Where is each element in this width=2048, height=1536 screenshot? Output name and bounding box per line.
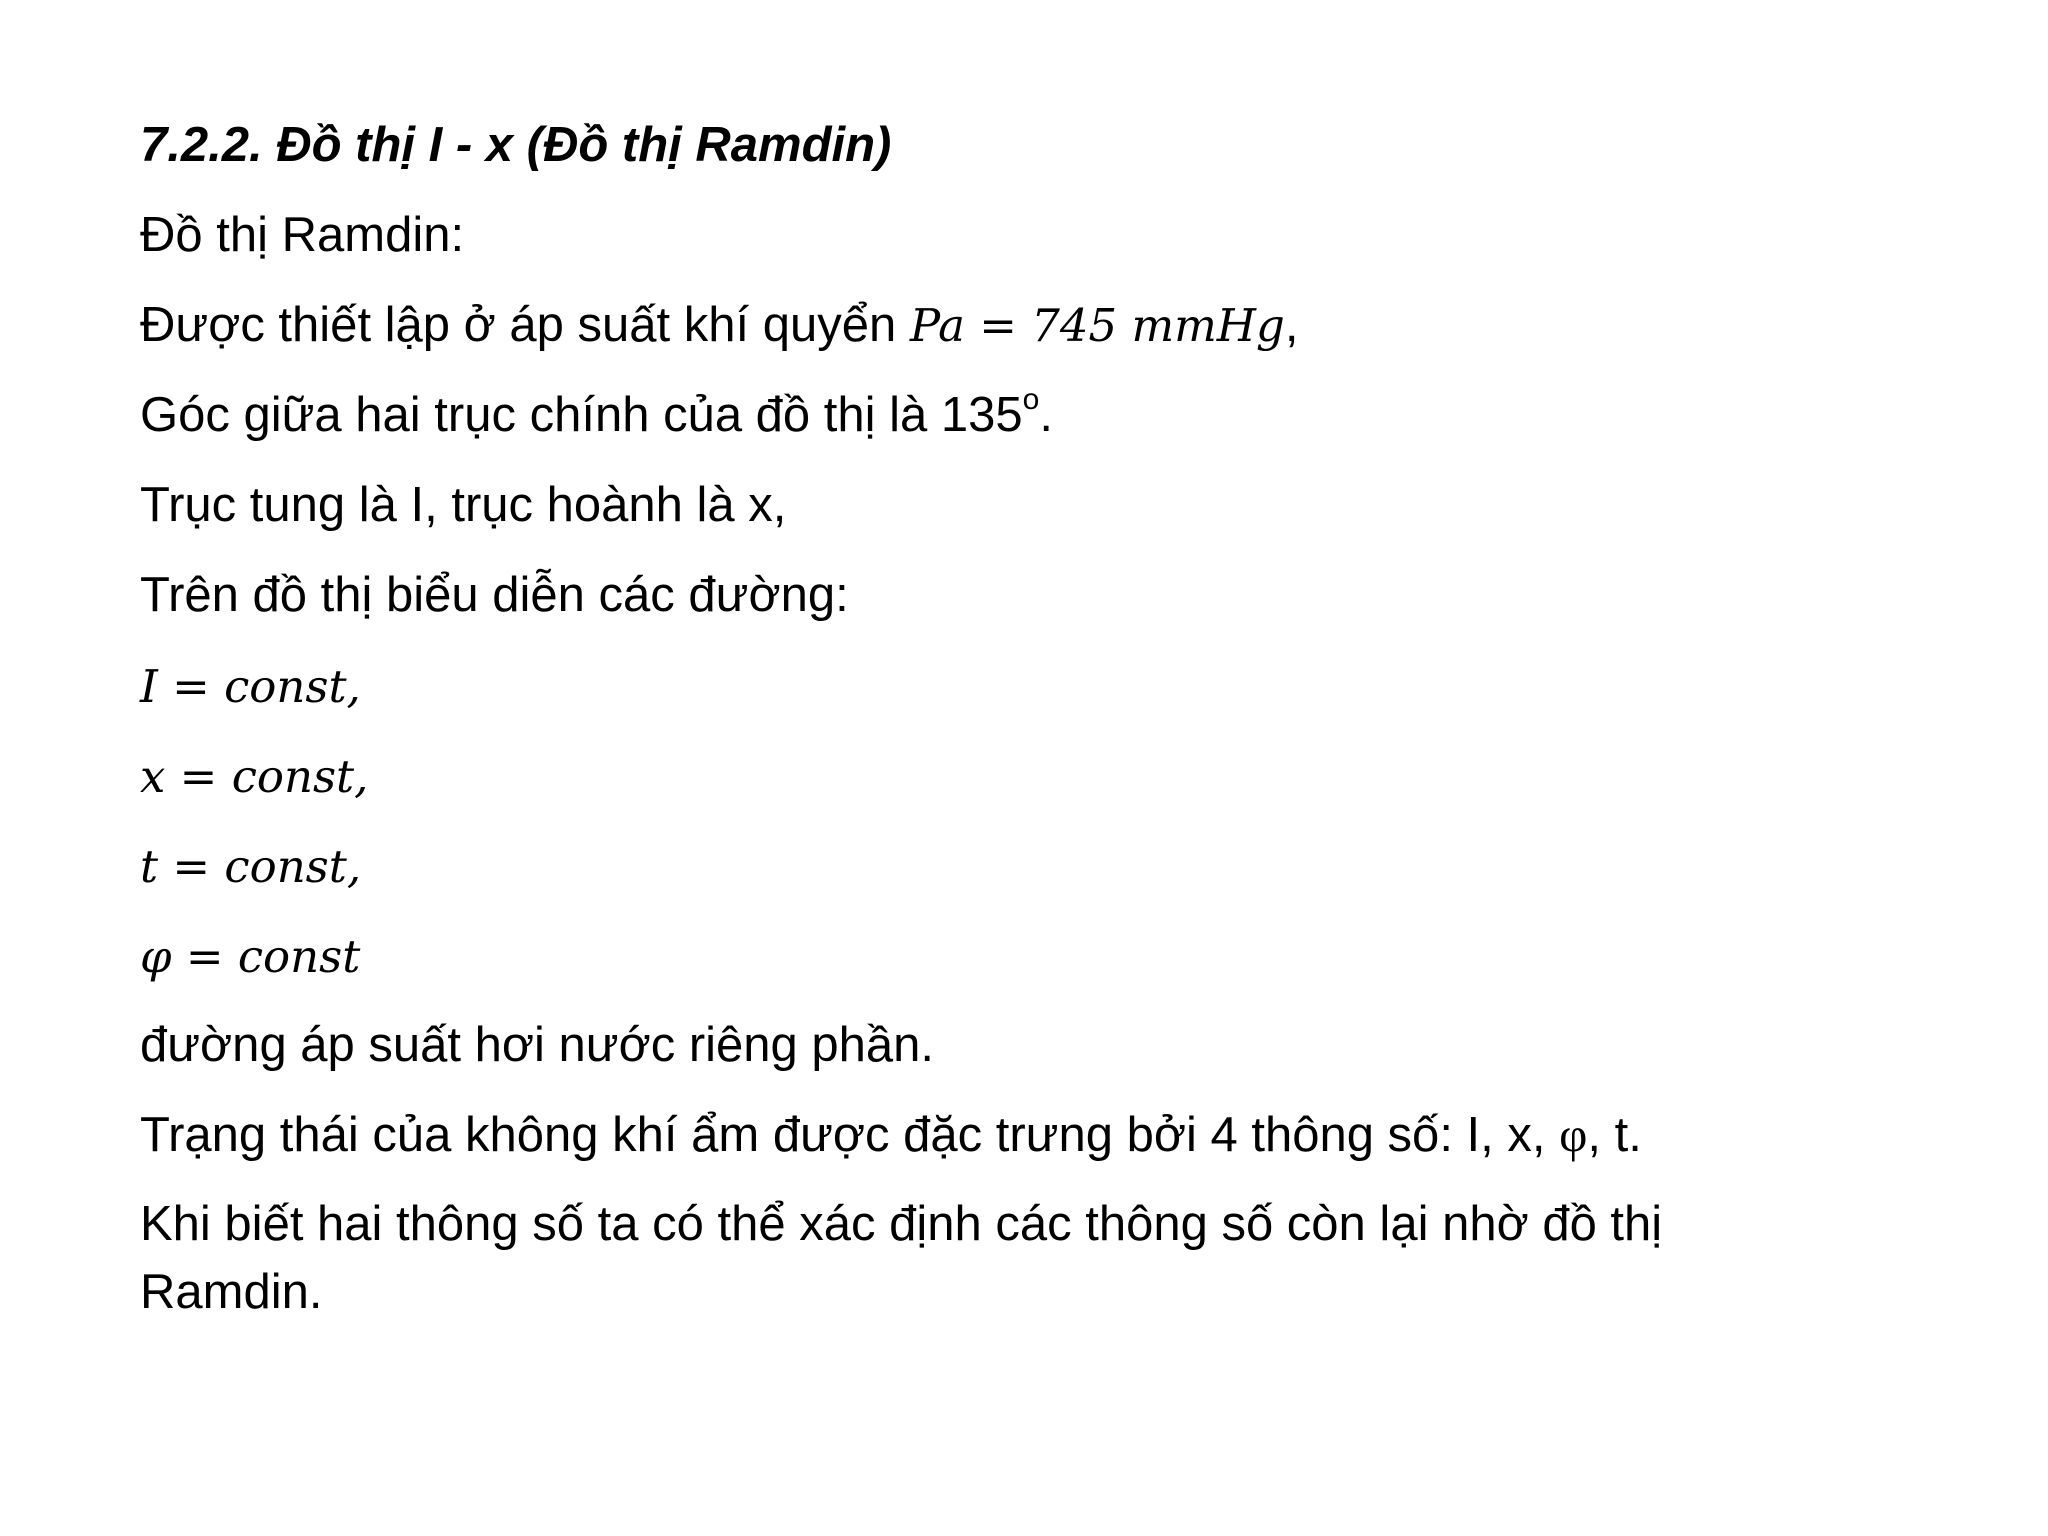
paragraph-axis-angle bbox=[140, 383, 1053, 443]
paragraph-state-parameters bbox=[140, 1107, 1642, 1163]
axis-angle-tail: . bbox=[1039, 388, 1053, 442]
pressure-formula: Pa = 745 mmHg bbox=[909, 299, 1285, 352]
paragraph-vapor-pressure: đường áp suất hơi nước riêng phần. bbox=[140, 1018, 935, 1072]
equation-moisture-const: x = const, bbox=[140, 750, 369, 803]
axis-angle-text: Góc giữa hai trục chính của đồ thị là 135 bbox=[140, 388, 1023, 442]
slide-content bbox=[140, 0, 1980, 1536]
paragraph-ramdin-intro: Đồ thị Ramdin: bbox=[140, 208, 465, 262]
paragraph-axes: Trục tung là I, trục hoành là x, bbox=[140, 478, 787, 532]
equation-humidity-const: φ = const bbox=[140, 930, 361, 983]
paragraph-pressure bbox=[140, 297, 1299, 354]
equation-temperature-const: t = const, bbox=[140, 840, 362, 893]
state-parameters-text: Trạng thái của không khí ẩm được đặc trưng bởi 4 thông số: I, x, bbox=[140, 1108, 1560, 1162]
state-parameters-tail: , t. bbox=[1587, 1108, 1642, 1162]
pressure-tail: , bbox=[1284, 298, 1299, 352]
degree-superscript: o bbox=[1022, 383, 1040, 416]
phi-symbol: φ bbox=[1559, 1107, 1588, 1162]
section-heading: 7.2.2. Đồ thị I - x (Đồ thị Ramdin) bbox=[140, 118, 892, 172]
paragraph-lines-intro: Trên đồ thị biểu diễn các đường: bbox=[140, 568, 849, 622]
pressure-text: Được thiết lập ở áp suất khí quyển bbox=[140, 298, 910, 352]
equation-enthalpy-const: I = const, bbox=[140, 660, 361, 713]
paragraph-conclusion: Khi biết hai thông số ta có thể xác định các thông số còn lại nhờ đồ thị Ramdin. bbox=[140, 1197, 1663, 1319]
